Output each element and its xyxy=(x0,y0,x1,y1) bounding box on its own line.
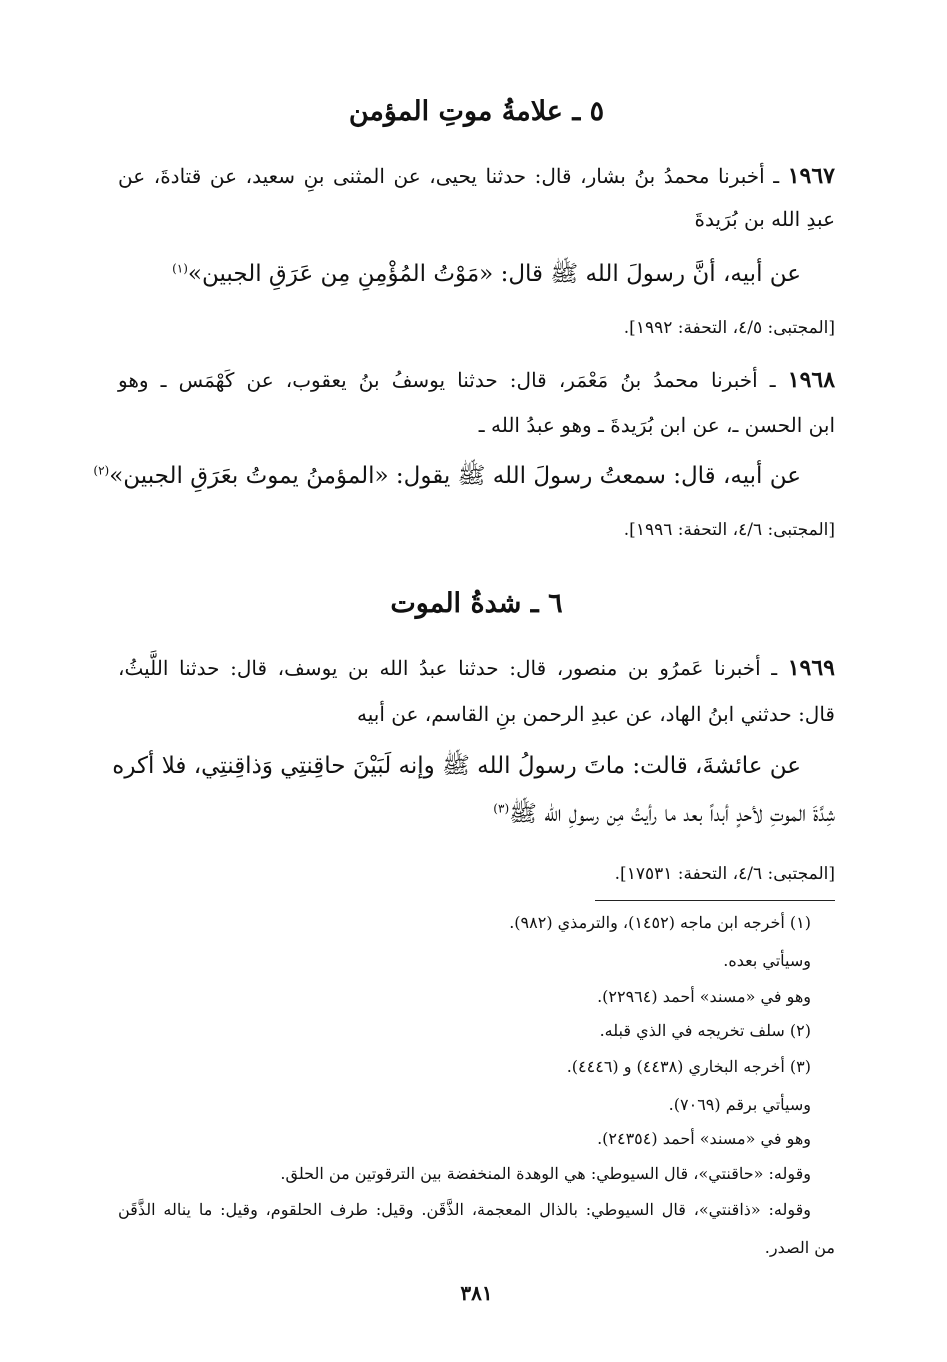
footnote-line: من الصدر. xyxy=(764,1238,835,1257)
footnote-mark-2: (٢) xyxy=(93,463,110,478)
footnote-line: (٣) أخرجه البخاري (٤٤٣٨) و (٤٤٤٦). xyxy=(566,1057,811,1076)
hadith-1969-isnad-text: ـ أخبرنا عَمرُو بن منصور، قال: حدثنا عبدُ الله بن يوسف، قال: حدثنا اللَّيثُ، xyxy=(118,656,778,680)
footnote-divider xyxy=(595,900,835,901)
hadith-1969-isnad-line-1 xyxy=(118,655,835,681)
hadith-1967-isnad-text: ـ أخبرنا محمدُ بنُ بشار، قال: حدثنا يحيى، عن المثنى بنِ سعيد، عن قتادةَ، عن xyxy=(118,164,780,188)
hadith-1968-isnad-line-1 xyxy=(118,367,835,393)
footnote-line: وهو في «مسند» أحمد (٢٢٩٦٤). xyxy=(597,987,811,1006)
hadith-1968-isnad-line-2: ابن الحسن ـ، عن ابن بُرَيدةَ ـ وهو عبدُ الله ـ xyxy=(478,413,835,437)
footnote-line: وهو في «مسند» أحمد (٢٤٣٥٤). xyxy=(597,1129,811,1148)
footnote-mark-1: (١) xyxy=(172,261,188,276)
hadith-1969-isnad-line-2: قال: حدثني ابنُ الهاد، عن عبدِ الرحمن بنِ القاسم، عن أبيه xyxy=(357,702,835,726)
footnote-line: (٢) سلف تخريجه في الذي قبله. xyxy=(599,1021,811,1040)
hadith-1968-matn-text: عن أبيه، قال: سمعتُ رسولَ الله ﷺ يقول: «المؤمنُ يموتُ بعَرَقِ الجبين» xyxy=(109,463,801,489)
page-number: ٣٨١ xyxy=(460,1281,493,1305)
section-heading-6: ٦ ـ شدةُ الموت xyxy=(390,588,563,619)
hadith-number-1967: ١٩٦٧ xyxy=(787,163,835,189)
hadith-number-1969: ١٩٦٩ xyxy=(787,655,835,681)
hadith-1968-reference: [المجتبى: ٤/٦، التحفة: ١٩٩٦]. xyxy=(623,520,835,540)
section-heading-5: ٥ ـ علامةُ موتِ المؤمن xyxy=(348,96,605,127)
footnote-line: وقوله: «ذاقنتي»، قال السيوطي: بالذال المعجمة، الذَّقَن. وقيل: طرف الحلقوم، وقيل: ما يناله الذَّقَن xyxy=(118,1200,811,1219)
hadith-1969-matn-line-2 xyxy=(118,799,835,833)
hadith-1967-isnad-line-2: عبدِ الله بن بُرَيدةَ xyxy=(694,207,835,231)
hadith-1969-reference: [المجتبى: ٤/٦، التحفة: ١٧٥٣١]. xyxy=(614,864,835,884)
hadith-number-1968: ١٩٦٨ xyxy=(787,367,836,393)
footnote-line: (١) أخرجه ابن ماجه (١٤٥٢)، والترمذي (٩٨٢). xyxy=(509,913,811,932)
hadith-1969-matn-line-1: عن عائشةَ، قالت: ماتَ رسولُ الله ﷺ وإنه لَبَيْنَ حاقِنتِي وَذاقِنتِي، فلا أكره xyxy=(112,753,801,779)
hadith-1967-matn-text: عن أبيه، أنَّ رسولَ الله ﷺ قال: «مَوْتُ المُؤْمِنِ مِن عَرَقِ الجبين» xyxy=(187,261,801,287)
hadith-1967-isnad-line-1 xyxy=(118,163,835,189)
hadith-1968-matn xyxy=(93,461,801,495)
page xyxy=(93,0,836,1362)
footnote-line: وقوله: «حاقنتي»، قال السيوطي: هي الوهدة المنخفضة بين الترقوتين من الحلق. xyxy=(280,1164,811,1183)
hadith-1969-matn-text-2: شِدَّةَ الموتِ لأحدٍ أبداً بعد ما رأيتُ مِن رسولِ الله ﷺ xyxy=(509,801,835,827)
hadith-1968-isnad-text: ـ أخبرنا محمدُ بنُ مَعْمَر، قال: حدثنا يوسفُ بنُ يعقوب، عن كَهْمَس ـ وهو xyxy=(118,368,776,392)
hadith-1967-matn xyxy=(118,259,801,293)
footnote-mark-3: (٣) xyxy=(493,801,510,816)
hadith-1967-reference: [المجتبى: ٤/٥، التحفة: ١٩٩٢]. xyxy=(623,318,835,338)
footnote-line: وسيأتي بعده. xyxy=(723,951,811,970)
footnote-line: وسيأتي برقم (٧٠٦٩). xyxy=(668,1095,811,1114)
